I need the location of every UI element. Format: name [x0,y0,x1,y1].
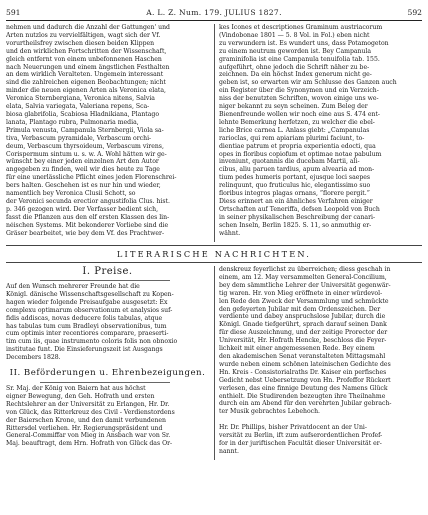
text-line: nannt. [219,447,239,455]
top-column-divider [214,24,215,242]
text-line: Universität, Hr. Hofrath Hencke, beschloss die Feyer- [219,337,387,345]
text-line: Gedicht nebst Uebersetzung von Hn. Profeffor Rückert [219,376,391,384]
text-line: ter Musik gebrachtes Lebehoch. [219,408,320,416]
text-line: ein Register über die Synonymen und ein Verzeich- [219,87,379,95]
text-line: tiva, Verbascum pyramidale, Verbascum orchi- [6,134,152,142]
text-line: tim cum iis, quae instrumento coloris folis non obnoxio [6,338,178,346]
text-line: Maj. beauftragt, dem Hrn. Hofrath von Glück das Or- [6,440,173,448]
text-line: zu einem neutrum geworden ist. Bey Campanula [219,47,372,55]
text-line: deum, Verbascum thyrsoideum, Verbascum virens, [6,142,164,150]
text-line: inveniunt, quotannis die ducebam Martii, ali- [219,158,360,166]
text-line: Hn. Kreis - Consistorialraths Dr. Kaiser ein perfisches [219,368,387,376]
text-line: p. 346 gezogen wird. Der Verfasser bedient sich, [6,205,159,213]
running-header [6,6,422,20]
text-line: namentlich bey Veronica Clusii Schott, so [6,190,136,198]
text-line: verdiente und dabey anspruchslose Jubilar, durch die [219,313,386,321]
text-line: minder die neuen eigenen Arten als Veronica elata, [6,87,166,95]
text-line: niss der benutzten Schriften, wovon einige uns we- [219,95,379,103]
promotions-text [6,385,209,451]
text-line: has tabulas tum cum Bradleyi observationibus, tum [6,322,167,330]
text-line: len Rede den Zweck der Versammlung und schmückte [219,297,389,305]
text-line: fidis addiscas, novas deducere folis tabulas, atque [6,314,163,322]
text-line: einem, am 12. May versammelten General-Concilium, [219,273,387,281]
text-line: kes Icones et descriptiones Graminum austriacorum [219,24,383,31]
text-line: elata, Salvia variegata, Valeriana repens, Sca- [6,103,150,111]
header-rule [6,20,422,21]
prizes-heading-rule [40,280,170,281]
literary-news-band: LITERARISCHE NACHRICHTEN. [116,249,312,259]
text-line: Diess erinnert an ein ähnliches Verfahren einiger [219,197,373,205]
text-line: bers halten. Geschehen ist es nur hin und wieder, [6,182,161,190]
text-line: tium pedes humeris portant, ejusque loci saepes [219,174,371,182]
text-line: liche Brice carnea L. Anlass giebt: „Campanulas [219,126,370,134]
text-line: cum optimis inter recentiores comparare, praeserti- [6,330,169,338]
text-line: dientiae patrum et propria experientia edocti, qua [219,142,376,150]
text-line: wähnt. [219,229,241,237]
text-line: hagen wieder folgende Preisaufgabe ausgesetzt: Ex [6,298,168,306]
text-line: für diese Auszeichnung, und der zeitige Prorector der [219,329,388,337]
text-line: sind die zahlreichen eigenen Beobachtungen; nicht [6,79,166,87]
text-line: für eine unerlässliche Pflicht eines jeden Florenschrei- [6,174,177,182]
prizes-heading: I. Preise. [82,266,133,277]
prizes-text [6,283,209,363]
text-line: opes in floribus copiofum et optimae notae pabulum [219,150,382,158]
band-rule-bottom [6,262,422,263]
text-line: an dem wirklich Veralteten. Ungemein interessant [6,71,164,79]
text-line: Rittersdel verliehen. Hr. Regierungspräsident und [6,424,163,432]
promotions-heading: II. Beförderungen u. Ehrenbezeigungen. [9,368,206,378]
text-line: vorurtheilsfrey zwischen diesen beiden Klippen [6,39,155,47]
text-line: rarioclas, qui rem apiariam plurimi faciunt, to- [219,134,365,142]
text-line: Bienenfreunde wollen wir noch eine aus S. 474 ent- [219,110,381,118]
text-line: von Glück, das Ritterkreuz des Civil - Verdienstordens [6,408,175,416]
bottom-column-divider [214,266,215,460]
text-line: Gräser bearbeitet, wie bey dem Vf. des Prachtwer- [6,229,165,237]
text-line: (Vindobonae 1801 — 5. 8 Vol. in Fol.) eben nicht [219,31,370,39]
text-line: enthielt. Die Studirenden bezeugten ihre Theilnahme [219,392,386,400]
text-line: angegeben zu finden, weil wir dies heute zu Tage [6,166,160,174]
bottom-right-column [219,266,422,460]
text-line: fasst die Pflanzen aus den elf ersten Klassen des lin- [6,213,170,221]
text-line: floribus integros plagas ornans, ”florere pergit.” [219,190,370,198]
band-rule-top [6,245,422,246]
text-line: wünscht bey einer jeden einzelnen Art den Autor [6,158,159,166]
text-line: Corispermum sintum u. s. w. A. Wohl hätten wir ge- [6,150,167,158]
text-line: complexu optimarum observationum et analysios suf- [6,306,173,314]
text-line: Auf den Wunsch mehrerer Freunde hat die [6,283,140,290]
text-line: verlesen, das eine finnige Deutung des Namens Glück [219,384,388,392]
text-line: lanata, Plantago rubra, Pulmonaria media, [6,118,139,126]
text-line: lehnte Bemerkung herfetzen, zu welcher die ebel- [219,118,375,126]
page-number-right: 592 [407,8,422,17]
text-line: relinquunt, quo fruticulus hic, elegantissimo suo [219,182,371,190]
text-line: for in der juriftischen Facultät dieser Universität er- [219,439,382,447]
text-line: cibus, aliu paruen tardius, apum alvearia ad mon- [219,166,375,174]
text-line: Decembers 1828. [6,354,61,362]
text-line: aufgeführt, ohne jedoch die Schrift näher zu be- [219,63,370,71]
text-line: Sr. Maj. der König von Baiern hat aus höchst [6,385,146,392]
text-line: durch ein am Abend für den verehrten Jubilar gebrach- [219,400,392,408]
text-line: bey dem sämmtliche Lehrer der Universität gegenwär- [219,281,391,289]
text-line: néischen Systems. Mit bekonderer Vorliebe sind die [6,221,169,229]
text-line: versität zu Berlin, ift zum aufserordentlichen Profef- [219,432,383,440]
text-line: niger bekannt zu seyn scheinen. Zum Beleg der [219,103,368,111]
text-line: der Veronici secunda erectior angustifolia Clus. hist. [6,197,170,205]
text-line: Königl. dänische Wissenschaftsgesellschaft zu Kopen- [6,290,174,298]
text-line: tig waren. Hr. von Mieg eröffnete in einer würdevol- [219,289,383,297]
text-line: den gefeyerten Jubilar mit dem Ordenszeichen. Der [219,305,381,313]
text-line: zu verwundern ist. Es wundert uns, dass Potamogeton [219,39,389,47]
text-line: und den wirklichen Fortschritten der Wissenschaft, [6,47,167,55]
text-line: zeichnen. Da ein höchst Index generum nicht ge- [219,71,372,79]
text-line: biosa glabrifolia, Scabiosa Hladnikiana, Plantago [6,110,160,118]
text-line: denskreuz feyerlichst zu überreichen; diess geschah in [219,266,391,273]
text-line: geben ist, so erwarten wir am Schlusse des Ganzen auch [219,79,397,87]
text-line: gleich entfernt von einem unbefonnenen Haschen [6,55,162,63]
text-line: Rechtslehrer an der Universität zu Erlangen, Hr. Dr. [6,400,170,408]
text-line: Primula venusta, Campanula Sternbergii, Viola sa- [6,126,164,134]
top-right-column [219,24,422,242]
text-line: in seiner physikalischen Beschreibung der canari- [219,213,376,221]
text-line: nehmen und dadurch die Anzahl der Gattungen' und [6,24,170,31]
text-line [219,416,422,424]
text-line: Hr. Dr. Phillips, bisher Privatdocent an der Uni- [219,424,367,432]
text-line: Königl. Gnade tiefgerührt, sprach darauf seinen Dank [219,321,387,329]
text-line: Ortschaften auf Teneriffa, defsen Leopold von Buch [219,205,380,213]
text-line: Veronica Sternbergiana, Veronica nitens, Salvia [6,95,155,103]
text-line: institutae funt. Die Einsieferungszeit ist Ausgangs [6,346,163,354]
text-line: General-Commiffar von Mieg in Ansbach war von Sr. [6,432,171,440]
top-left-column [6,24,209,242]
promotions-heading-rule [40,382,170,383]
text-line: schen Inseln, Berlin 1825. S. 11, so anmuthig er- [219,221,372,229]
text-line: der Baierschen Krone, und den damit verbundenen [6,416,167,424]
running-title: A. L. Z. Num. 179. JULIUS 1827. [146,8,282,17]
page-number-left: 591 [6,8,21,17]
text-line: eigner Bewegung, den Geh. Hofrath und ersten [6,392,155,400]
text-line: wurde neben einem schönen lateinischen Gedichte des [219,360,391,368]
text-line: nach Neuerungen und einem ängstlichen Festhalten [6,63,170,71]
text-line: den akademischen Senat veranstalteten Mittagsmahl [219,352,386,360]
text-line: lichkeit mit einer angemessenen Rede. Bey einem [219,345,375,353]
text-line: graminifolia ist eine Campanula tenuifolia tab. 155. [219,55,380,63]
text-line: Arten nutzlos zu vervielfältigen, wagt sich der Vf. [6,31,161,39]
